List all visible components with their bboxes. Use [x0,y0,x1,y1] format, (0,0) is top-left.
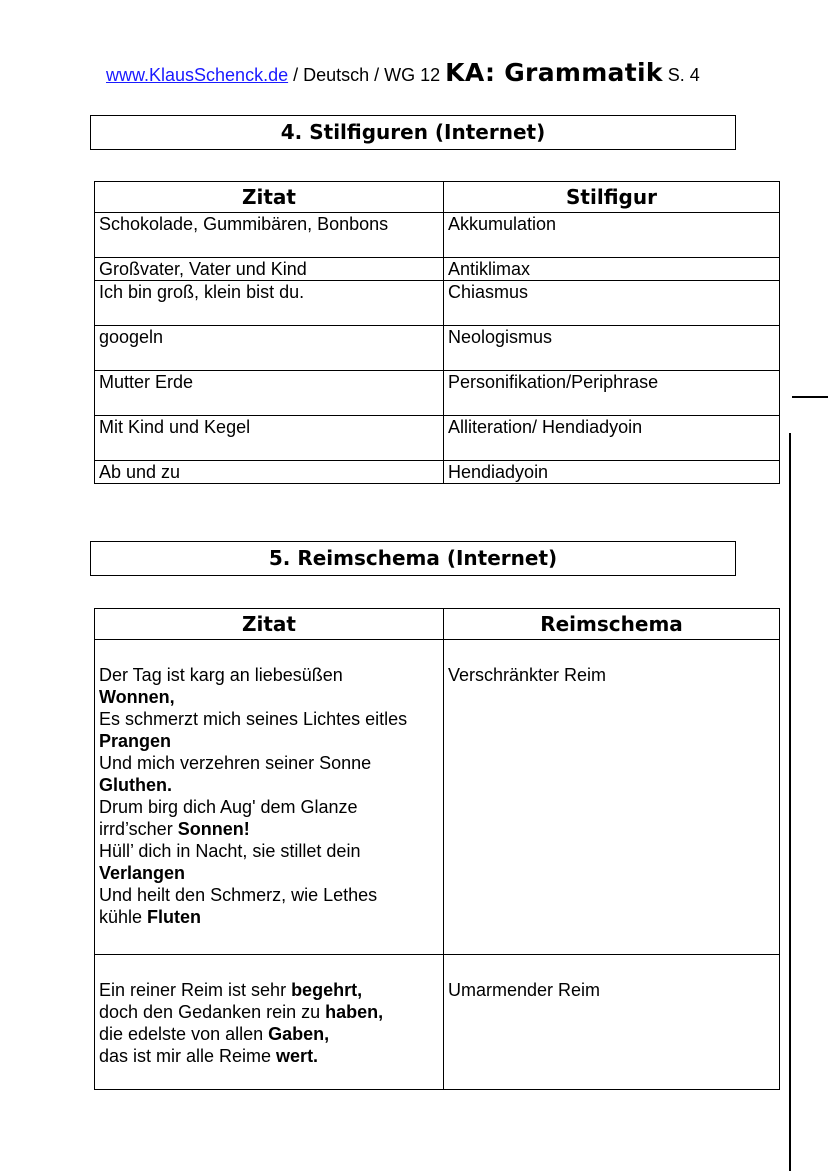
table-header-row [95,182,780,213]
poem-line [99,1023,439,1045]
table-row [95,461,780,484]
table-row [95,258,780,281]
quote-cell: Schokolade, Gummibären, Bonbons [95,213,444,258]
table-row [95,326,780,371]
poem-line [99,818,439,840]
quote-cell: Ab und zu [95,461,444,484]
poem-line: Drum birg dich Aug' dem Glanze [99,797,358,817]
poem-line: Der Tag ist karg an liebesüßen [99,665,343,685]
document-title: KA: Grammatik [445,58,663,87]
scheme-cell: Verschränkter Reim [444,640,780,955]
page-header [106,58,700,87]
quote-cell: googeln [95,326,444,371]
col-header-stilfigur: Stilfigur [444,182,780,213]
figure-cell: Alliteration/ Hendiadyoin [444,416,780,461]
poem-line [99,1045,439,1067]
rhyme-word: Fluten [147,907,202,927]
rhyme-word: Verlangen [99,863,186,883]
figure-cell: Neologismus [444,326,780,371]
poem-text: irrd’scher [99,819,178,839]
margin-vertical-line [789,433,791,1171]
col-header-zitat: Zitat [95,182,444,213]
poem-line: Hüll’ dich in Nacht, sie stillet dein [99,841,361,861]
table-row [95,281,780,326]
table-row [95,371,780,416]
figure-cell: Chiasmus [444,281,780,326]
header-path: / Deutsch / WG 12 [288,65,446,85]
reimschema-table [94,608,780,1090]
rhyme-word: Wonnen, [99,687,175,707]
section-5-title: 5. Reimschema (Internet) [90,541,736,576]
quote-cell: Großvater, Vater und Kind [95,258,444,281]
stilfiguren-table [94,181,780,484]
scheme-cell: Umarmender Reim [444,955,780,1090]
table-row [95,416,780,461]
figure-cell: Antiklimax [444,258,780,281]
poem-line [99,774,439,796]
poem-line: Es schmerzt mich seines Lichtes eitles [99,709,408,729]
quote-cell: Ich bin groß, klein bist du. [95,281,444,326]
margin-tick-line [792,396,828,398]
poem-text: doch den Gedanken rein zu [99,1002,326,1022]
website-link[interactable]: www.KlausSchenck.de [106,65,289,85]
poem-text: die edelste von allen [99,1024,269,1044]
poem-cell [95,640,444,955]
poem-line [99,730,439,752]
rhyme-word: begehrt, [291,980,363,1000]
col-header-reimschema: Reimschema [444,609,780,640]
table-header-row [95,609,780,640]
table-row [95,213,780,258]
poem-line [99,862,439,884]
poem-line: Und mich verzehren seiner Sonne [99,753,372,773]
rhyme-word: Sonnen! [177,819,250,839]
poem-line [99,1001,439,1023]
poem-cell [95,955,444,1090]
quote-cell: Mutter Erde [95,371,444,416]
rhyme-word: haben, [325,1002,384,1022]
poem-text: kühle [99,907,148,927]
rhyme-word: Prangen [99,731,172,751]
section-4-title: 4. Stilfiguren (Internet) [90,115,736,150]
poem-line [99,979,439,1001]
poem-line [99,686,439,708]
table-row [95,955,780,1090]
poem-text: das ist mir alle Reime [99,1046,277,1066]
poem-line [99,906,439,928]
figure-cell: Hendiadyoin [444,461,780,484]
rhyme-word: wert. [276,1046,319,1066]
rhyme-word: Gluthen. [99,775,172,795]
figure-cell: Akkumulation [444,213,780,258]
rhyme-word: Gaben, [268,1024,330,1044]
table-row [95,640,780,955]
figure-cell: Personifikation/Periphrase [444,371,780,416]
quote-cell: Mit Kind und Kegel [95,416,444,461]
col-header-zitat: Zitat [95,609,444,640]
page-number: S. 4 [662,65,700,85]
poem-text: Ein reiner Reim ist sehr [99,980,292,1000]
poem-line: Und heilt den Schmerz, wie Lethes [99,885,378,905]
